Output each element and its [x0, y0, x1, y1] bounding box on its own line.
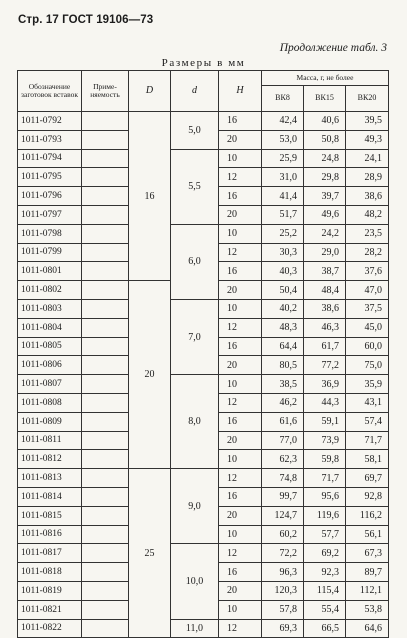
mass-vk15-cell: 73,9 [304, 431, 346, 450]
designation-cell: 1011-0819 [18, 581, 82, 600]
designation-cell: 1011-0801 [18, 262, 82, 281]
mass-vk20-cell: 89,7 [346, 563, 389, 582]
mass-vk15-cell: 61,7 [304, 337, 346, 356]
designation-cell: 1011-0794 [18, 149, 82, 168]
d-value-cell: 5,5 [171, 149, 219, 224]
mass-vk20-cell: 57,4 [346, 412, 389, 431]
mass-vk8-cell: 69,3 [262, 619, 304, 638]
applicability-cell [82, 375, 129, 394]
mass-vk8-cell: 42,4 [262, 112, 304, 131]
table-row [18, 469, 389, 488]
mass-vk8-cell: 62,3 [262, 450, 304, 469]
mass-vk20-cell: 64,6 [346, 619, 389, 638]
applicability-cell [82, 149, 129, 168]
header-D: D [129, 71, 171, 112]
H-value-cell: 10 [219, 149, 262, 168]
table-body [18, 112, 389, 638]
mass-vk15-cell: 44,3 [304, 393, 346, 412]
header-vk15: ВК15 [304, 86, 346, 112]
mass-vk20-cell: 49,3 [346, 130, 389, 149]
mass-vk20-cell: 71,7 [346, 431, 389, 450]
mass-vk15-cell: 59,1 [304, 412, 346, 431]
applicability-cell [82, 563, 129, 582]
designation-cell: 1011-0808 [18, 393, 82, 412]
mass-vk20-cell: 112,1 [346, 581, 389, 600]
applicability-cell [82, 581, 129, 600]
table-row [18, 112, 389, 131]
mass-vk20-cell: 39,5 [346, 112, 389, 131]
designation-cell: 1011-0797 [18, 205, 82, 224]
header-vk20: ВК20 [346, 86, 389, 112]
mass-vk20-cell: 45,0 [346, 318, 389, 337]
applicability-cell [82, 356, 129, 375]
applicability-cell [82, 487, 129, 506]
mass-vk20-cell: 24,1 [346, 149, 389, 168]
H-value-cell: 20 [219, 581, 262, 600]
applicability-cell [82, 431, 129, 450]
H-value-cell: 12 [219, 318, 262, 337]
applicability-cell [82, 187, 129, 206]
applicability-cell [82, 337, 129, 356]
mass-vk15-cell: 115,4 [304, 581, 346, 600]
applicability-cell [82, 544, 129, 563]
d-value-cell: 9,0 [171, 469, 219, 544]
header-d: d [171, 71, 219, 112]
designation-cell: 1011-0802 [18, 281, 82, 300]
mass-vk15-cell: 59,8 [304, 450, 346, 469]
mass-vk8-cell: 51,7 [262, 205, 304, 224]
H-value-cell: 10 [219, 600, 262, 619]
d-value-cell: 6,0 [171, 224, 219, 299]
mass-vk8-cell: 40,3 [262, 262, 304, 281]
table-row [18, 299, 389, 318]
applicability-cell [82, 525, 129, 544]
page-header: Стр. 17 ГОСТ 19106—73 [18, 14, 154, 26]
mass-vk8-cell: 64,4 [262, 337, 304, 356]
designation-cell: 1011-0814 [18, 487, 82, 506]
applicability-cell [82, 205, 129, 224]
H-value-cell: 12 [219, 544, 262, 563]
header-vk8: ВК8 [262, 86, 304, 112]
D-value-cell: 25 [129, 469, 171, 638]
mass-vk20-cell: 69,7 [346, 469, 389, 488]
d-value-cell: 11,0 [171, 619, 219, 638]
mass-vk8-cell: 61,6 [262, 412, 304, 431]
mass-vk20-cell: 60,0 [346, 337, 389, 356]
applicability-cell [82, 281, 129, 300]
applicability-cell [82, 619, 129, 638]
designation-cell: 1011-0805 [18, 337, 82, 356]
mass-vk15-cell: 71,7 [304, 469, 346, 488]
H-value-cell: 10 [219, 224, 262, 243]
H-value-cell: 20 [219, 281, 262, 300]
mass-vk15-cell: 95,6 [304, 487, 346, 506]
mass-vk20-cell: 53,8 [346, 600, 389, 619]
mass-vk8-cell: 99,7 [262, 487, 304, 506]
mass-vk20-cell: 67,3 [346, 544, 389, 563]
applicability-cell [82, 243, 129, 262]
mass-vk8-cell: 120,3 [262, 581, 304, 600]
mass-vk8-cell: 48,3 [262, 318, 304, 337]
mass-vk15-cell: 50,8 [304, 130, 346, 149]
designation-cell: 1011-0792 [18, 112, 82, 131]
d-value-cell: 8,0 [171, 375, 219, 469]
header-designation: Обозначение заготовок вставок [18, 71, 82, 112]
H-value-cell: 12 [219, 393, 262, 412]
mass-vk20-cell: 116,2 [346, 506, 389, 525]
H-value-cell: 16 [219, 187, 262, 206]
applicability-cell [82, 224, 129, 243]
mass-vk20-cell: 35,9 [346, 375, 389, 394]
mass-vk15-cell: 36,9 [304, 375, 346, 394]
mass-vk20-cell: 43,1 [346, 393, 389, 412]
H-value-cell: 16 [219, 487, 262, 506]
mass-vk8-cell: 60,2 [262, 525, 304, 544]
mass-vk20-cell: 92,8 [346, 487, 389, 506]
applicability-cell [82, 112, 129, 131]
applicability-cell [82, 318, 129, 337]
H-value-cell: 16 [219, 112, 262, 131]
H-value-cell: 10 [219, 299, 262, 318]
dimensions-table [17, 70, 389, 638]
mass-vk15-cell: 46,3 [304, 318, 346, 337]
mass-vk8-cell: 30,3 [262, 243, 304, 262]
mass-vk15-cell: 38,7 [304, 262, 346, 281]
H-value-cell: 20 [219, 205, 262, 224]
mass-vk20-cell: 56,1 [346, 525, 389, 544]
designation-cell: 1011-0799 [18, 243, 82, 262]
mass-vk15-cell: 48,4 [304, 281, 346, 300]
designation-cell: 1011-0812 [18, 450, 82, 469]
mass-vk8-cell: 46,2 [262, 393, 304, 412]
mass-vk20-cell: 28,2 [346, 243, 389, 262]
mass-vk20-cell: 23,5 [346, 224, 389, 243]
table-row [18, 375, 389, 394]
header-mass: Масса, г, не более [262, 71, 389, 86]
designation-cell: 1011-0804 [18, 318, 82, 337]
designation-cell: 1011-0817 [18, 544, 82, 563]
H-value-cell: 20 [219, 356, 262, 375]
header-applicability: Приме-няемость [82, 71, 129, 112]
mass-vk8-cell: 50,4 [262, 281, 304, 300]
mass-vk8-cell: 31,0 [262, 168, 304, 187]
mass-vk20-cell: 28,9 [346, 168, 389, 187]
designation-cell: 1011-0811 [18, 431, 82, 450]
designation-cell: 1011-0807 [18, 375, 82, 394]
designation-cell: 1011-0813 [18, 469, 82, 488]
H-value-cell: 10 [219, 450, 262, 469]
header-H: H [219, 71, 262, 112]
mass-vk20-cell: 38,6 [346, 187, 389, 206]
mass-vk8-cell: 124,7 [262, 506, 304, 525]
mass-vk8-cell: 25,9 [262, 149, 304, 168]
mass-vk15-cell: 29,0 [304, 243, 346, 262]
designation-cell: 1011-0796 [18, 187, 82, 206]
table-row [18, 224, 389, 243]
mass-vk20-cell: 58,1 [346, 450, 389, 469]
H-value-cell: 16 [219, 563, 262, 582]
H-value-cell: 16 [219, 412, 262, 431]
applicability-cell [82, 469, 129, 488]
table-row [18, 149, 389, 168]
mass-vk8-cell: 41,4 [262, 187, 304, 206]
mass-vk15-cell: 40,6 [304, 112, 346, 131]
designation-cell: 1011-0798 [18, 224, 82, 243]
mass-vk15-cell: 119,6 [304, 506, 346, 525]
applicability-cell [82, 130, 129, 149]
mass-vk8-cell: 77,0 [262, 431, 304, 450]
H-value-cell: 10 [219, 375, 262, 394]
mass-vk15-cell: 55,4 [304, 600, 346, 619]
designation-cell: 1011-0818 [18, 563, 82, 582]
designation-cell: 1011-0815 [18, 506, 82, 525]
designation-cell: 1011-0793 [18, 130, 82, 149]
applicability-cell [82, 412, 129, 431]
H-value-cell: 16 [219, 262, 262, 281]
d-value-cell: 5,0 [171, 112, 219, 150]
mass-vk8-cell: 53,0 [262, 130, 304, 149]
H-value-cell: 20 [219, 506, 262, 525]
H-value-cell: 12 [219, 168, 262, 187]
mass-vk15-cell: 24,8 [304, 149, 346, 168]
mass-vk8-cell: 25,2 [262, 224, 304, 243]
mass-vk15-cell: 66,5 [304, 619, 346, 638]
applicability-cell [82, 299, 129, 318]
designation-cell: 1011-0809 [18, 412, 82, 431]
H-value-cell: 12 [219, 243, 262, 262]
mass-vk20-cell: 47,0 [346, 281, 389, 300]
designation-cell: 1011-0821 [18, 600, 82, 619]
H-value-cell: 12 [219, 619, 262, 638]
applicability-cell [82, 262, 129, 281]
mass-vk20-cell: 37,6 [346, 262, 389, 281]
mass-vk20-cell: 75,0 [346, 356, 389, 375]
mass-vk20-cell: 48,2 [346, 205, 389, 224]
mass-vk8-cell: 96,3 [262, 563, 304, 582]
mass-vk8-cell: 38,5 [262, 375, 304, 394]
H-value-cell: 12 [219, 469, 262, 488]
mass-vk15-cell: 69,2 [304, 544, 346, 563]
designation-cell: 1011-0816 [18, 525, 82, 544]
mass-vk15-cell: 92,3 [304, 563, 346, 582]
H-value-cell: 20 [219, 130, 262, 149]
table-row [18, 544, 389, 563]
H-value-cell: 10 [219, 525, 262, 544]
table-row [18, 619, 389, 638]
units-caption: Размеры в мм [161, 57, 246, 69]
applicability-cell [82, 168, 129, 187]
designation-cell: 1011-0795 [18, 168, 82, 187]
mass-vk8-cell: 80,5 [262, 356, 304, 375]
applicability-cell [82, 506, 129, 525]
mass-vk8-cell: 74,8 [262, 469, 304, 488]
mass-vk15-cell: 49,6 [304, 205, 346, 224]
mass-vk20-cell: 37,5 [346, 299, 389, 318]
mass-vk15-cell: 57,7 [304, 525, 346, 544]
mass-vk15-cell: 24,2 [304, 224, 346, 243]
mass-vk15-cell: 77,2 [304, 356, 346, 375]
designation-cell: 1011-0822 [18, 619, 82, 638]
D-value-cell: 16 [129, 112, 171, 281]
H-value-cell: 16 [219, 337, 262, 356]
applicability-cell [82, 450, 129, 469]
D-value-cell: 20 [129, 281, 171, 469]
designation-cell: 1011-0806 [18, 356, 82, 375]
designation-cell: 1011-0803 [18, 299, 82, 318]
d-value-cell: 7,0 [171, 299, 219, 374]
mass-vk15-cell: 29,8 [304, 168, 346, 187]
applicability-cell [82, 600, 129, 619]
table-continuation-label: Продолжение табл. 3 [279, 42, 387, 54]
mass-vk8-cell: 40,2 [262, 299, 304, 318]
d-value-cell: 10,0 [171, 544, 219, 619]
H-value-cell: 20 [219, 431, 262, 450]
mass-vk15-cell: 39,7 [304, 187, 346, 206]
mass-vk8-cell: 72,2 [262, 544, 304, 563]
applicability-cell [82, 393, 129, 412]
mass-vk8-cell: 57,8 [262, 600, 304, 619]
mass-vk15-cell: 38,6 [304, 299, 346, 318]
